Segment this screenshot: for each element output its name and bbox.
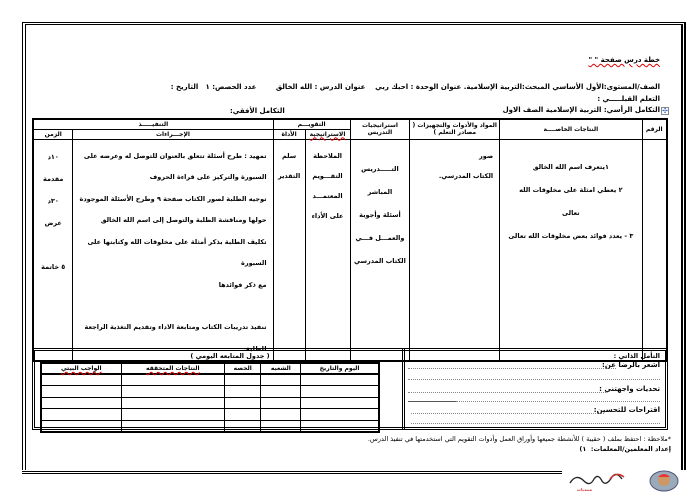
lesson-info: الصف/المستوى:الأول الأساسي المبحث:التربية الإسلامية. عنوان الوحدة : احبك ربي عنوان الدرس : الله الخالق عدد الحصص: ١ التاريخ :: [170, 83, 660, 91]
cell[interactable]: [225, 386, 261, 398]
satisfied-input-2[interactable]: [408, 379, 660, 380]
header-execution: التنفيـــــذ: [33, 119, 273, 129]
followup-header: الشعبه: [261, 363, 301, 374]
cell-materials: [410, 139, 500, 361]
cell[interactable]: [301, 386, 379, 398]
time-line: مقدمة: [43, 174, 64, 183]
divider: [402, 348, 405, 430]
cell[interactable]: [121, 386, 225, 398]
outcome: تعالى: [562, 208, 580, 217]
strategy: والعمـــل فـــي: [355, 233, 405, 242]
challenges-input-2[interactable]: [456, 401, 660, 402]
eval-strategy-line: الملاحظة: [313, 151, 342, 160]
followup-header: النتاجات المتحققه: [121, 363, 225, 374]
prior-learning: التعلم القبلـــــي :: [597, 95, 660, 103]
procedure-line: للطلبة.: [243, 344, 267, 353]
eval-tool-line: سلم: [281, 151, 297, 160]
reflection-title: التأمل الذاتي :: [613, 352, 660, 360]
material: الكتاب المدرسي.: [438, 171, 494, 180]
table-row: [41, 386, 379, 398]
cell-time: [33, 139, 73, 361]
header-evaluation: التقويـــم: [273, 119, 350, 129]
header-eval-tool: الأداة: [273, 129, 305, 139]
table-row: [41, 409, 379, 421]
outcome: ١يتعرف اسم الله الخالق: [532, 162, 609, 171]
table-row: [41, 397, 379, 409]
cell[interactable]: [41, 374, 121, 386]
lesson-plan-table: [32, 118, 668, 362]
table-row: [41, 374, 379, 386]
table-move-handle-icon[interactable]: ✣: [662, 107, 668, 115]
time-line: عرض: [44, 218, 62, 227]
cell[interactable]: [261, 409, 301, 421]
suggestions-input[interactable]: [411, 413, 604, 414]
horizontal-integration: التكامل الأفقي:: [230, 107, 285, 115]
cell-eval-tool: [273, 139, 305, 361]
cell[interactable]: [225, 397, 261, 409]
satisfied-input[interactable]: [408, 368, 616, 369]
procedure-spacer: [73, 296, 266, 317]
followup-table: [40, 362, 380, 433]
cell[interactable]: [225, 374, 261, 386]
strategy: الكتاب المدرسي: [354, 256, 406, 265]
procedure-line: حولها ومناقشة الطلبة والتوصل إلى اسم الله الخالق: [100, 216, 267, 224]
cell[interactable]: [261, 386, 301, 398]
procedure-line: تمهيد : طرح أسئلة تتعلق بالعنوان للتوصل له وعرضه على: [83, 151, 267, 160]
reflection-suggestions: اقتراحات للتحسين:: [593, 406, 660, 414]
svg-text:منتديات: منتديات: [576, 487, 592, 492]
header-procedures: الإجـــراءات: [73, 129, 273, 139]
cell[interactable]: [261, 374, 301, 386]
eval-strategy-line: على الأداء: [311, 211, 344, 220]
header-time: الزمن: [33, 129, 73, 139]
reflection-challenges: تحديات واجهتني :: [599, 385, 660, 393]
prepared-by: إعداد المعلمين/المعلمات: ١): [579, 445, 671, 453]
logo-icon: [566, 469, 686, 493]
cell[interactable]: [301, 397, 379, 409]
followup-header: الواجب البيتي: [41, 363, 121, 374]
time-line: ٣٠د: [47, 196, 59, 205]
cell[interactable]: [225, 420, 261, 432]
cell[interactable]: [225, 409, 261, 421]
note: *ملاحظة : احتفظ بملف ( حقيبة ) للأنشطة جميعها وأوراق العمل وأدوات التقويم التي استخدمتها في تنفيذ الدرس.: [367, 435, 671, 443]
page-title: خطة درس صفحة " ": [588, 56, 660, 64]
cell[interactable]: [301, 420, 379, 432]
cell-eval-strategy: [305, 139, 350, 361]
eval-strategy-line: المعتمـــد: [312, 191, 343, 200]
cell[interactable]: [261, 420, 301, 432]
outcome: ٣ - يعدد فوائد بعض مخلوقات الله تعالى: [508, 231, 634, 240]
cell[interactable]: [121, 420, 225, 432]
divider: [408, 401, 456, 402]
time-line: ١٠د: [47, 152, 59, 161]
challenges-input[interactable]: [408, 392, 606, 393]
strategy: أسئلة وأجوبة: [359, 210, 401, 219]
procedure-line: مع ذكر فوائدها: [218, 280, 267, 289]
procedure-line: السبورة والتركيز على قراءة الحروف: [149, 173, 267, 181]
procedure-line: توجيه الطلبة لصور الكتاب صفحة ٩ وطرح الأسئلة الموجودة: [79, 194, 267, 203]
cell[interactable]: [41, 397, 121, 409]
cell-procedures: [73, 139, 273, 361]
procedure-line: تكليف الطلبة بذكر أمثلة على مخلوقات الله وكتابتها على السبورة: [87, 237, 267, 267]
reflection-satisfied: أشعر بالرضا عن:: [602, 361, 660, 369]
followup-header: الحصه: [225, 363, 261, 374]
procedure-line: تنفيذ تدريبات الكتاب ومتابعة الاداء وتقديم التغذية الراجعة: [84, 323, 267, 331]
footer-line: [22, 471, 562, 475]
cell-strategies: [350, 139, 410, 361]
eval-tool-line: التقدير: [277, 171, 301, 180]
header-eval-strategy: الاستراتيجية: [305, 129, 350, 139]
cell[interactable]: [121, 409, 225, 421]
material: صور: [479, 151, 494, 160]
table-row: [41, 420, 379, 432]
header-materials: المواد والأدوات والتجهيزات ( مصادر التعلم ): [410, 119, 500, 139]
cell[interactable]: [301, 409, 379, 421]
header-number: الرقم: [642, 119, 667, 139]
followup-title: ( جدول المتابعه اليومي ): [190, 352, 270, 360]
cell[interactable]: [121, 397, 225, 409]
cell[interactable]: [121, 374, 225, 386]
header-outcomes: النتاجات الخاصــــة: [500, 119, 642, 139]
vertical-integration: التكامل الرأسي: التربية الإسلامية الصف الاول: [502, 106, 660, 114]
cell[interactable]: [41, 386, 121, 398]
site-logo: [566, 469, 686, 493]
cell-outcomes: [500, 139, 642, 361]
cell[interactable]: [301, 374, 379, 386]
time-line: ٥ خاتمة: [41, 262, 66, 271]
strategy: المباشر: [367, 187, 393, 196]
cell[interactable]: [261, 397, 301, 409]
outcome: ٢ يعطي امثلة على مخلوقات الله: [519, 185, 623, 194]
suggestions-input-2[interactable]: [411, 423, 660, 424]
cell-number: [642, 139, 667, 361]
strategy: التـــــدريس: [361, 164, 399, 173]
cell[interactable]: [41, 420, 121, 432]
eval-strategy-line: التقـــويم: [312, 171, 343, 180]
followup-header: اليوم والتاريخ: [301, 363, 379, 374]
cell[interactable]: [41, 409, 121, 421]
header-strategies: استراتيجيات التدريس: [350, 119, 410, 139]
